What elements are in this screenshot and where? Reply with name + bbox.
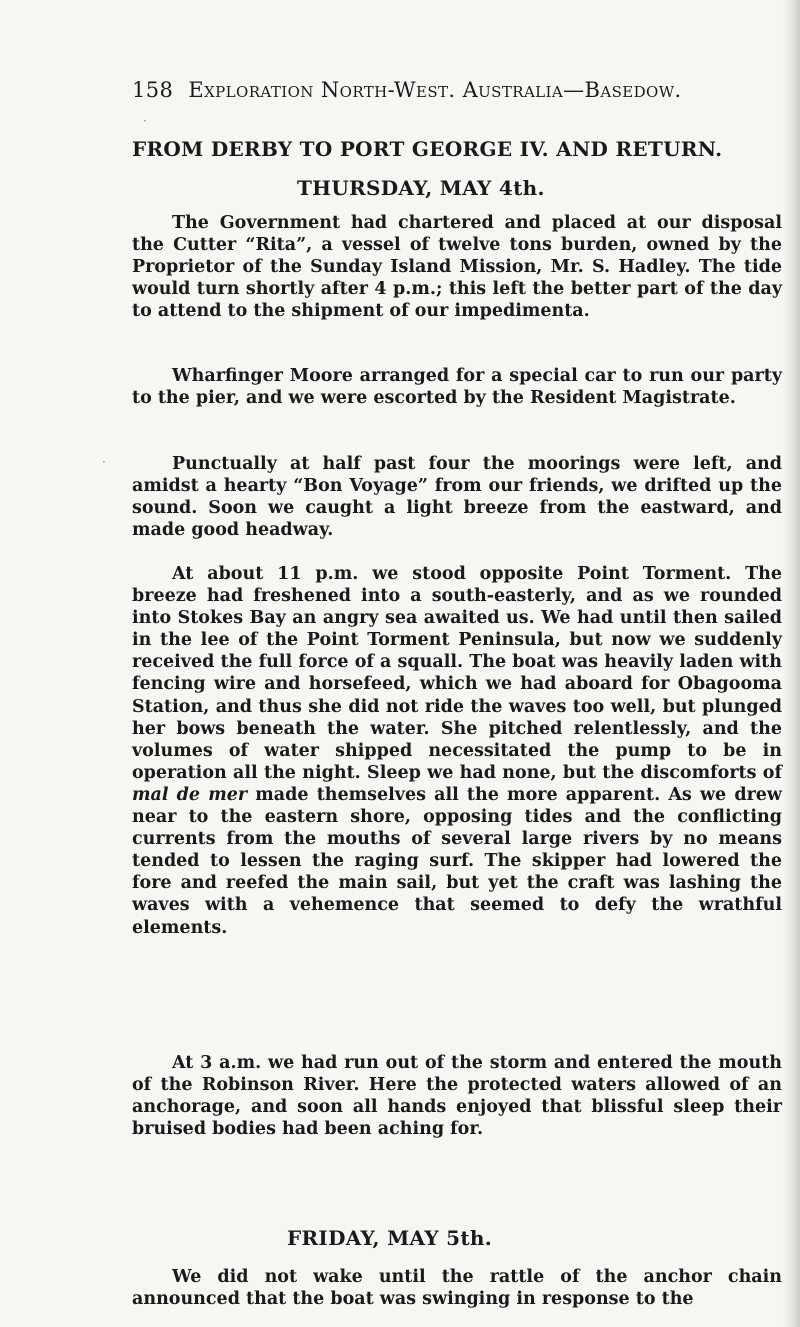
italic-phrase: mal de mer	[132, 784, 248, 805]
paragraph-text: At about 11 p.m. we stood opposite Point Torment. The breeze had freshened into a south-easterly, and as we rounded into Stokes Bay an angry sea awaited us. We had until then sailed in the lee of the Point Torment Peninsula, but now we suddenly received the full force of a squall. The boat was heavily laden with fencing wire and horsefeed, which we had aboard for Obagooma Station, and thus she did not ride the waves too well, but plunged her bows beneath the water. She pitched relentlessly, and the volumes of water shipped necessitated the pump to be in operation all the night. Sleep we had none, but the discomforts of	[132, 564, 782, 783]
section-title: FROM DERBY TO PORT GEORGE IV. AND RETURN.	[132, 137, 723, 161]
paragraph-text: made themselves all the more apparent. As we drew near to the eastern shore, opposing tides and the conflicting currents from the mouths of several large rivers by no means tended to lessen the raging surf. The skipper had lowered the fore and reefed the main sail, but yet the craft was lashing the waves with a vehemence that seemed to defy the wrathful elements.	[132, 784, 782, 938]
print-speck: ·	[143, 114, 147, 128]
day-heading-thursday: THURSDAY, MAY 4th.	[297, 176, 545, 200]
page-number: 158	[132, 78, 174, 102]
paragraph: Wharfinger Moore arranged for a special car to run our party to the pier, and we were escorted by the Resident Magistrate.	[132, 366, 782, 409]
print-speck: ·	[102, 455, 106, 469]
paragraph: The Government had chartered and placed at our disposal the Cutter “Rita”, a vessel of twelve tons burden, owned by the Proprietor of the Sunday Island Mission, Mr. S. Hadley. The tide would turn shortly after 4 p.m.; this left the better part of the day to attend to the shipment of our impedimenta.	[132, 213, 782, 322]
running-head-title: Exploration North-West. Australia—Basedow.	[188, 78, 682, 102]
paragraph: Punctually at half past four the moorings were left, and amidst a hearty “Bon Voyage” from our friends, we drifted up the sound. Soon we caught a light breeze from the eastward, and made good headway.	[132, 454, 782, 541]
paragraph	[132, 563, 782, 939]
paragraph: At 3 a.m. we had run out of the storm and entered the mouth of the Robinson River. Here the protected waters allowed of an anchorage, and soon all hands enjoyed that blissful sleep their bruised bodies had been aching for.	[132, 1053, 782, 1140]
running-head	[132, 78, 782, 102]
paragraph: We did not wake until the rattle of the anchor chain announced that the boat was swinging in response to the	[132, 1267, 782, 1310]
day-heading-friday: FRIDAY, MAY 5th.	[287, 1226, 493, 1250]
